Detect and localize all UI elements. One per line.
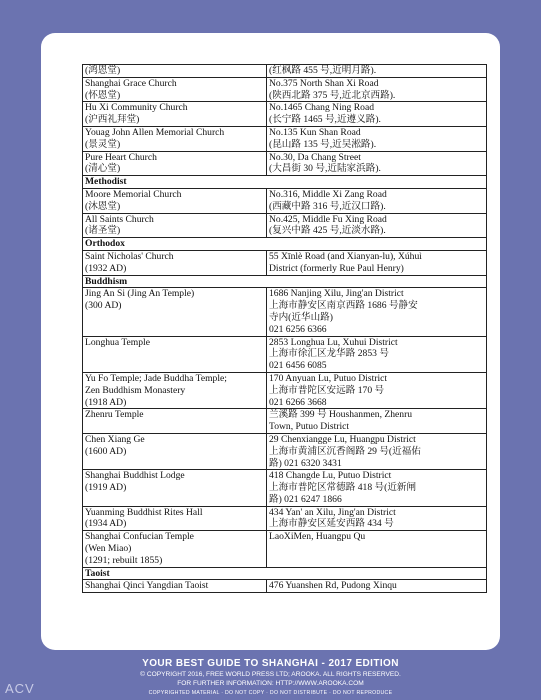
place-name-line: (怀恩堂) bbox=[85, 89, 121, 101]
place-name-line: Chen Xiang Ge bbox=[85, 433, 145, 445]
place-name-line: Longhua Temple bbox=[85, 336, 150, 348]
address-line: 021 6456 6085 bbox=[269, 360, 327, 372]
table-row bbox=[83, 372, 487, 408]
address-line: 021 6256 6366 bbox=[269, 323, 327, 335]
place-name-line: (1934 AD) bbox=[85, 518, 127, 530]
table-row bbox=[83, 250, 487, 275]
address-line: No.375 North Shan Xi Road bbox=[269, 77, 379, 89]
place-name-line: Saint Nicholas' Church bbox=[85, 250, 174, 262]
address-line: (昆山路 135 号,近吴淞路). bbox=[269, 138, 377, 150]
address-line: (西藏中路 316 号,近汉口路). bbox=[269, 200, 386, 212]
table-row bbox=[83, 470, 487, 506]
table-row bbox=[83, 506, 487, 531]
place-address-cell bbox=[267, 188, 487, 213]
place-name-line: (Wen Miao) bbox=[85, 543, 132, 555]
place-address-cell bbox=[267, 288, 487, 336]
place-address-cell bbox=[267, 409, 487, 434]
address-line: (大昌街 30 号,近陆家浜路). bbox=[269, 163, 381, 175]
place-address-cell bbox=[267, 65, 487, 78]
place-name-line: (鸿恩堂) bbox=[85, 65, 121, 76]
footer-info: FOR FURTHER INFORMATION: HTTP://WWW.AROOKA.COM bbox=[177, 680, 364, 687]
section-header-row bbox=[83, 238, 487, 251]
directory-table bbox=[82, 64, 487, 593]
place-address-cell bbox=[267, 506, 487, 531]
address-line: No.1465 Chang Ning Road bbox=[269, 102, 374, 114]
place-address-cell bbox=[267, 580, 487, 593]
place-name-line: All Saints Church bbox=[85, 213, 154, 225]
address-line: 021 6266 3668 bbox=[269, 396, 327, 408]
place-name-line: Shanghai Confucian Temple bbox=[85, 531, 194, 543]
place-name-line: Shanghai Buddhist Lodge bbox=[85, 470, 185, 482]
watermark: ACV bbox=[5, 681, 35, 696]
footer-headline: YOUR BEST GUIDE TO SHANGHAI - 2017 EDITION bbox=[142, 658, 399, 669]
section-title: Methodist bbox=[83, 176, 487, 189]
section-title: Orthodox bbox=[83, 238, 487, 251]
place-name-line: (1600 AD) bbox=[85, 445, 127, 457]
footer-notice: COPYRIGHTED MATERIAL · DO NOT COPY · DO NOT DISTRIBUTE · DO NOT REPRODUCE bbox=[148, 690, 393, 696]
place-name-cell bbox=[83, 126, 267, 151]
table-row bbox=[83, 126, 487, 151]
place-name-cell bbox=[83, 433, 267, 469]
place-name-cell bbox=[83, 531, 267, 567]
table-row bbox=[83, 188, 487, 213]
address-line: 上海市黄浦区沉香阁路 29 号(近福佑 bbox=[269, 445, 421, 457]
place-name-cell bbox=[83, 250, 267, 275]
place-address-cell bbox=[267, 531, 487, 567]
place-name-line: Youag John Allen Memorial Church bbox=[85, 126, 225, 138]
address-line: 29 Chenxiangge Lu, Huangpu District bbox=[269, 433, 416, 445]
place-address-cell bbox=[267, 470, 487, 506]
place-name-cell bbox=[83, 336, 267, 372]
address-line: 434 Yan' an Xilu, Jing'an District bbox=[269, 506, 396, 518]
place-address-cell bbox=[267, 126, 487, 151]
place-address-cell bbox=[267, 151, 487, 176]
place-name-line: Yuanming Buddhist Rites Hall bbox=[85, 506, 203, 518]
section-header-row bbox=[83, 567, 487, 580]
place-address-cell bbox=[267, 102, 487, 127]
place-name-cell bbox=[83, 65, 267, 78]
footer-copyright: © COPYRIGHT 2016, FREE WORLD PRESS LTD; AROOKA. ALL RIGHTS RESERVED. bbox=[140, 671, 401, 678]
place-name-line: Zhenru Temple bbox=[85, 409, 144, 421]
address-line: No.30, Da Chang Street bbox=[269, 151, 361, 163]
place-name-cell bbox=[83, 213, 267, 238]
table-row bbox=[83, 336, 487, 372]
table-row bbox=[83, 433, 487, 469]
place-name-line: (景灵堂) bbox=[85, 138, 121, 150]
address-line: Town, Putuo District bbox=[269, 421, 350, 433]
place-name-line: (300 AD) bbox=[85, 300, 122, 312]
table-row bbox=[83, 65, 487, 78]
place-name-cell bbox=[83, 151, 267, 176]
place-name-line: Zen Buddhism Monastery bbox=[85, 384, 186, 396]
place-name-line: Pure Heart Church bbox=[85, 151, 157, 163]
page-card bbox=[41, 33, 500, 650]
place-name-cell bbox=[83, 470, 267, 506]
place-name-line: Hu Xi Community Church bbox=[85, 102, 188, 114]
section-header-row bbox=[83, 275, 487, 288]
table-row bbox=[83, 531, 487, 567]
address-line: LaoXiMen, Huangpu Qu bbox=[269, 531, 366, 543]
table-row bbox=[83, 580, 487, 593]
place-name-line: (1918 AD) bbox=[85, 396, 127, 408]
address-line: 上海市普陀区安远路 170 号 bbox=[269, 384, 385, 396]
place-name-line: (清心堂) bbox=[85, 163, 121, 175]
address-line: (复兴中路 425 号,近淡水路). bbox=[269, 225, 386, 237]
address-line: 55 Xīnlè Road (and Xianyan-lu), Xúhuì bbox=[269, 250, 422, 262]
place-name-line: (1291; rebuilt 1855) bbox=[85, 554, 163, 566]
address-line: No.135 Kun Shan Road bbox=[269, 126, 361, 138]
address-line: 上海市静安区延安西路 434 号 bbox=[269, 518, 394, 530]
place-name-cell bbox=[83, 102, 267, 127]
address-line: District (formerly Rue Paul Henry) bbox=[269, 262, 404, 274]
place-name-line: (沪西礼拜堂) bbox=[85, 114, 140, 126]
place-name-cell bbox=[83, 188, 267, 213]
address-line: (陕西北路 375 号,近北京西路). bbox=[269, 89, 396, 101]
table-row bbox=[83, 151, 487, 176]
place-address-cell bbox=[267, 250, 487, 275]
place-address-cell bbox=[267, 77, 487, 102]
place-name-line: Yu Fo Temple; Jade Buddha Temple; bbox=[85, 372, 227, 384]
address-line: 寺内(近华山路) bbox=[269, 311, 333, 323]
address-line: 路) 021 6320 3431 bbox=[269, 457, 342, 469]
address-line: 兰溪路 399 号 Houshanmen, Zhenru bbox=[269, 409, 413, 421]
place-name-line: Shanghai Qinci Yangdian Taoist bbox=[85, 580, 209, 592]
place-address-cell bbox=[267, 433, 487, 469]
place-name-cell bbox=[83, 77, 267, 102]
address-line: 418 Changde Lu, Putuo District bbox=[269, 470, 392, 482]
address-line: 上海市静安区南京西路 1686 号静安 bbox=[269, 300, 418, 312]
place-name-cell bbox=[83, 506, 267, 531]
place-name-line: (诸圣堂) bbox=[85, 225, 121, 237]
address-line: No.316, Middle Xi Zang Road bbox=[269, 188, 387, 200]
section-title: Buddhism bbox=[83, 275, 487, 288]
place-address-cell bbox=[267, 336, 487, 372]
table-row bbox=[83, 102, 487, 127]
section-title: Taoist bbox=[83, 567, 487, 580]
place-name-cell bbox=[83, 409, 267, 434]
section-header-row bbox=[83, 176, 487, 189]
place-name-line: Jing An Si (Jing An Temple) bbox=[85, 288, 195, 300]
address-line: No.425, Middle Fu Xing Road bbox=[269, 213, 387, 225]
place-name-cell bbox=[83, 372, 267, 408]
place-name-line: Shanghai Grace Church bbox=[85, 77, 177, 89]
place-address-cell bbox=[267, 213, 487, 238]
place-name-line: (沐恩堂) bbox=[85, 200, 121, 212]
place-name-line: (1932 AD) bbox=[85, 262, 127, 274]
address-line: 上海市徐汇区龙华路 2853 号 bbox=[269, 348, 389, 360]
address-line: (红枫路 455 号,近明月路). bbox=[269, 65, 377, 76]
address-line: (长宁路 1465 号,近遵义路). bbox=[269, 114, 381, 126]
address-line: 路) 021 6247 1866 bbox=[269, 493, 342, 505]
table-row bbox=[83, 288, 487, 336]
place-name-cell bbox=[83, 288, 267, 336]
place-name-line: (1919 AD) bbox=[85, 482, 127, 494]
place-address-cell bbox=[267, 372, 487, 408]
address-line: 170 Anyuan Lu, Putuo District bbox=[269, 372, 388, 384]
table-row bbox=[83, 213, 487, 238]
table-row bbox=[83, 409, 487, 434]
table-row bbox=[83, 77, 487, 102]
address-line: 2853 Longhua Lu, Xuhui District bbox=[269, 336, 398, 348]
address-line: 上海市普陀区常德路 418 号(近新闸 bbox=[269, 482, 417, 494]
place-name-line: Moore Memorial Church bbox=[85, 188, 182, 200]
address-line: 476 Yuanshen Rd, Pudong Xinqu bbox=[269, 580, 397, 592]
place-name-cell bbox=[83, 580, 267, 593]
address-line: 1686 Nanjing Xilu, Jing'an District bbox=[269, 288, 404, 300]
